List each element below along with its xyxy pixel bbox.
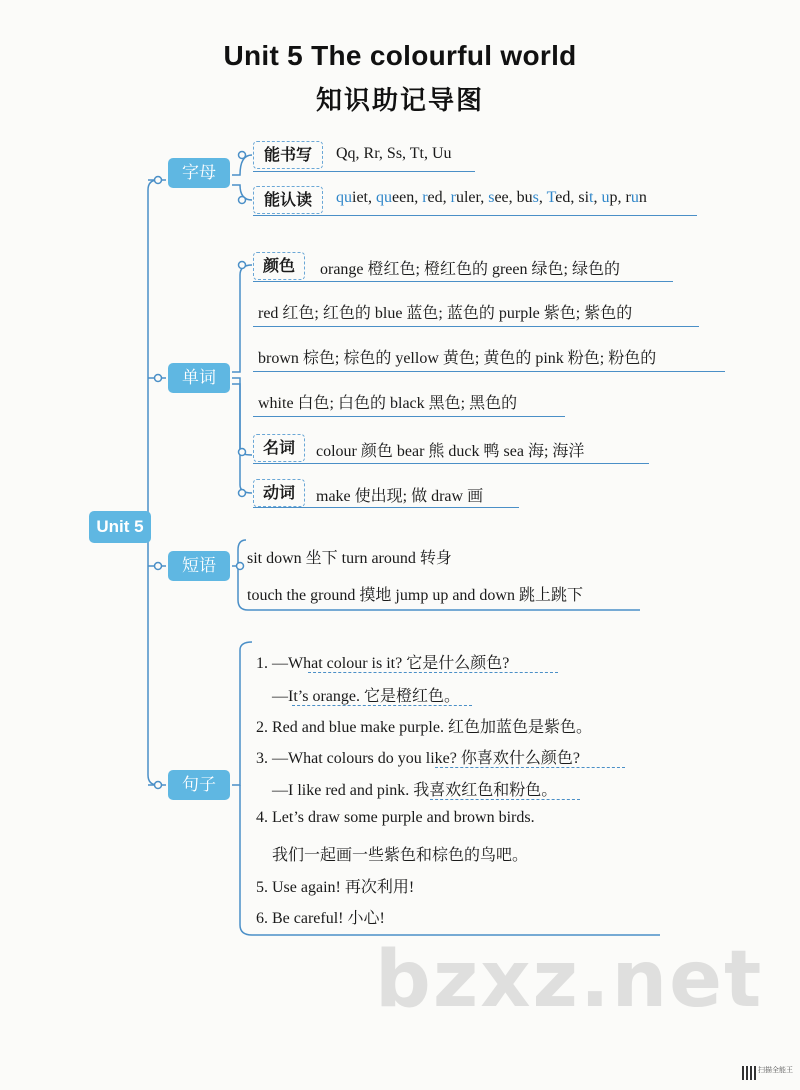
letters-read-text <box>336 189 647 207</box>
highlight-letters: r <box>450 189 456 206</box>
node-letters: 字母 <box>168 158 230 188</box>
word-part: ed, <box>427 189 451 206</box>
word-part: een, <box>392 189 423 206</box>
phrase-line-2: touch the ground 摸地 jump up and down 跳上跳下 <box>247 587 583 604</box>
sentence-2: 2. Red and blue make purple. 红色加蓝色是紫色。 <box>256 719 592 736</box>
watermark: bzxz.net <box>375 935 764 1025</box>
letters-write-text: Qq, Rr, Ss, Tt, Uu <box>336 145 452 162</box>
highlight-letters: T <box>546 189 556 206</box>
tag-can-read: 能认读 <box>253 186 323 214</box>
node-phrases: 短语 <box>168 551 230 581</box>
highlight-letters: r <box>422 189 428 206</box>
tag-colour: 颜色 <box>253 252 305 280</box>
sentence-4a: 4. Let’s draw some purple and brown birds. <box>256 809 535 826</box>
underline <box>253 371 725 372</box>
word-part: ee, bu <box>494 189 533 206</box>
highlight-letters: s <box>488 189 495 206</box>
word-part: ed, si <box>555 189 590 206</box>
word-part: p, r <box>609 189 631 206</box>
node-sentences: 句子 <box>168 770 230 800</box>
underline <box>253 507 519 508</box>
root-node: Unit 5 <box>89 511 151 543</box>
highlight-letters: qu <box>336 189 352 206</box>
colour-line-3: brown 棕色; 棕色的 yellow 黄色; 黄色的 pink 粉色; 粉色的 <box>258 350 657 367</box>
page-subtitle: 知识助记导图 <box>315 86 484 116</box>
sentence-5: 5. Use again! 再次利用! <box>256 879 415 896</box>
highlight-letters: u <box>630 189 639 206</box>
tag-verb: 动词 <box>253 479 305 507</box>
word-part: iet, <box>352 189 376 206</box>
underline <box>253 215 697 216</box>
sentence-emphasis <box>292 705 472 706</box>
colour-line-2: red 红色; 红色的 blue 蓝色; 蓝色的 purple 紫色; 紫色的 <box>258 305 633 322</box>
verb-line: make 使出现; 做 draw 画 <box>316 488 484 505</box>
footer-text: 扫描全能王 <box>758 1066 793 1074</box>
node-words: 单词 <box>168 363 230 393</box>
sentence-4b: 我们一起画一些紫色和棕色的鸟吧。 <box>272 847 529 864</box>
colour-line-1: orange 橙红色; 橙红色的 green 绿色; 绿色的 <box>320 261 620 278</box>
sentence-3a: 3. —What colours do you like? 你喜欢什么颜色? <box>256 750 580 767</box>
colour-line-4: white 白色; 白色的 black 黑色; 黑色的 <box>258 395 518 412</box>
word-part: n <box>638 189 647 206</box>
sentence-1a: 1. —What colour is it? 它是什么颜色? <box>256 655 510 672</box>
tag-noun: 名词 <box>253 434 305 462</box>
tag-can-write: 能书写 <box>253 141 323 169</box>
word-part: , <box>538 189 547 206</box>
page-title: Unit 5 The colourful world <box>223 40 577 71</box>
sentence-6: 6. Be careful! 小心! <box>256 910 385 927</box>
qr-code-icon <box>742 1066 756 1080</box>
highlight-letters: s <box>532 189 539 206</box>
sentence-1b: —It’s orange. 它是橙红色。 <box>272 688 460 705</box>
phrase-line-1: sit down 坐下 turn around 转身 <box>247 550 452 567</box>
underline <box>253 416 565 417</box>
underline <box>253 463 649 464</box>
sentence-emphasis <box>435 767 625 768</box>
underline <box>253 171 475 172</box>
word-part: uler, <box>455 189 489 206</box>
sentence-emphasis <box>308 672 558 673</box>
underline <box>253 281 673 282</box>
underline <box>253 326 699 327</box>
noun-line: colour 颜色 bear 熊 duck 鸭 sea 海; 海洋 <box>316 443 585 460</box>
highlight-letters: u <box>601 189 610 206</box>
sentence-emphasis <box>430 799 580 800</box>
sentence-3b: —I like red and pink. 我喜欢红色和粉色。 <box>272 782 558 799</box>
highlight-letters: t <box>589 189 594 206</box>
word-part: , <box>593 189 602 206</box>
highlight-letters: qu <box>376 189 392 206</box>
